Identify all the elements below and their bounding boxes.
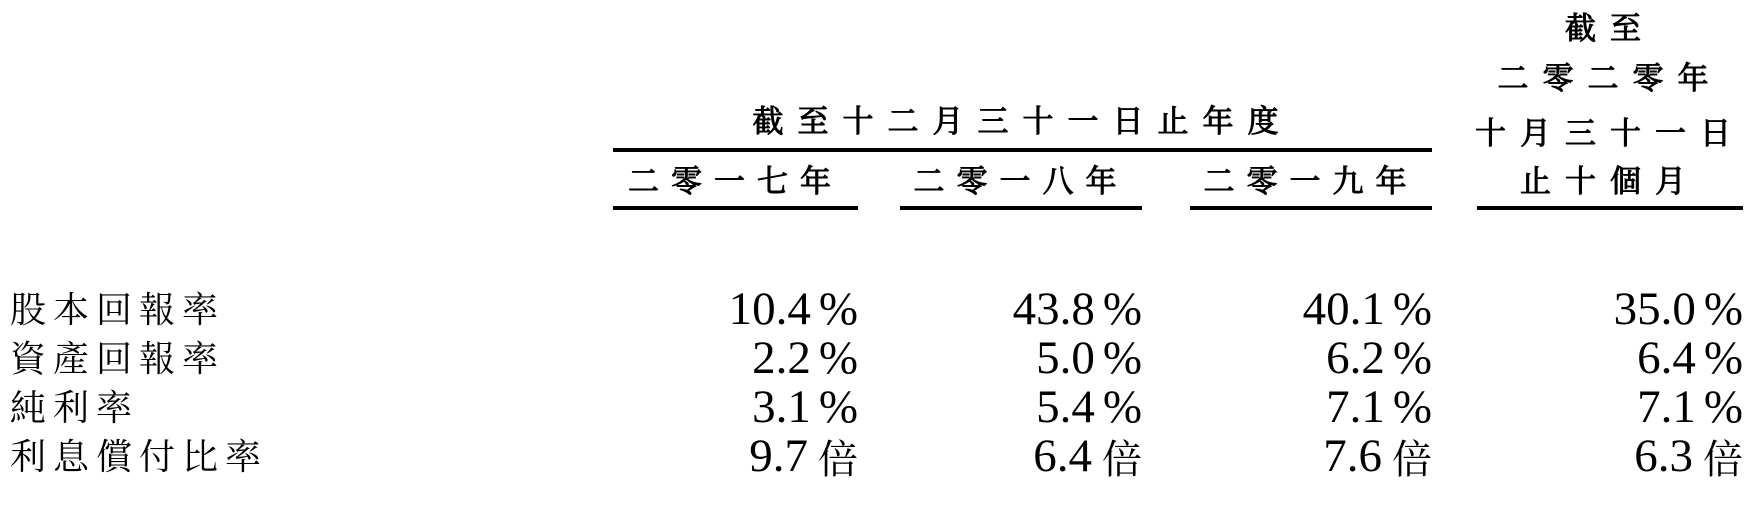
- value-icr-2018: [900, 430, 1142, 482]
- column-header-2018: 二零一八年: [900, 152, 1142, 210]
- row-label-return-on-equity: 股本回報率: [10, 289, 226, 330]
- value-unit: %: [1703, 381, 1743, 433]
- value-unit: %: [1102, 381, 1142, 433]
- value-number: 9.7: [749, 430, 808, 482]
- value-unit: %: [1102, 332, 1142, 384]
- column-header-2020-line3: 十月三十一日: [1475, 116, 1745, 152]
- value-number: 7.1: [1326, 381, 1385, 433]
- value-roa-2018: [900, 332, 1142, 384]
- value-number: 5.0: [1036, 332, 1095, 384]
- column-header-2020-line2: 二零二零年: [1497, 61, 1723, 97]
- value-number: 6.4: [1033, 430, 1092, 482]
- value-unit: %: [1392, 381, 1432, 433]
- value-unit: %: [1392, 332, 1432, 384]
- value-number: 2.2: [752, 332, 811, 384]
- value-icr-2020-10m: [1477, 430, 1743, 482]
- value-number: 5.4: [1036, 381, 1095, 433]
- value-npm-2017: [613, 381, 858, 433]
- value-number: 43.8: [1012, 283, 1095, 335]
- row-label-return-on-assets: 資產回報率: [10, 338, 226, 379]
- value-unit: 倍: [1392, 437, 1432, 482]
- row-label-interest-coverage-ratio: 利息償付比率: [10, 436, 269, 477]
- value-number: 40.1: [1302, 283, 1385, 335]
- value-npm-2020-10m: [1477, 381, 1743, 433]
- row-label-net-profit-margin: 純利率: [10, 387, 140, 428]
- financial-ratios-table: [0, 4, 1759, 482]
- value-icr-2017: [613, 430, 858, 482]
- value-roe-2017: [613, 283, 858, 335]
- value-unit: %: [1392, 283, 1432, 335]
- value-npm-2019: [1190, 381, 1432, 433]
- value-number: 6.3: [1634, 430, 1693, 482]
- value-roe-2019: [1190, 283, 1432, 335]
- value-unit: %: [1703, 283, 1743, 335]
- column-header-2020-line1: 截至: [1565, 11, 1655, 47]
- value-roe-2018: [900, 283, 1142, 335]
- value-unit: %: [1703, 332, 1743, 384]
- value-unit: 倍: [1703, 437, 1743, 482]
- value-unit: 倍: [818, 437, 858, 482]
- value-npm-2018: [900, 381, 1142, 433]
- value-roa-2020-10m: [1477, 332, 1743, 384]
- column-header-2019: 二零一九年: [1190, 152, 1432, 210]
- value-number: 6.4: [1637, 332, 1696, 384]
- value-number: 35.0: [1613, 283, 1696, 335]
- value-number: 7.6: [1323, 430, 1382, 482]
- value-number: 10.4: [728, 283, 811, 335]
- value-number: 3.1: [752, 381, 811, 433]
- value-unit: %: [818, 332, 858, 384]
- value-roa-2017: [613, 332, 858, 384]
- value-roa-2019: [1190, 332, 1432, 384]
- value-unit: %: [818, 381, 858, 433]
- column-header-2020-line4: 止十個月: [1477, 152, 1743, 210]
- period-group-header: 截至十二月三十一日止年度: [613, 100, 1432, 152]
- value-icr-2019: [1190, 430, 1432, 482]
- value-unit: 倍: [1102, 437, 1142, 482]
- value-number: 7.1: [1637, 381, 1696, 433]
- value-unit: %: [818, 283, 858, 335]
- value-unit: %: [1102, 283, 1142, 335]
- value-number: 6.2: [1326, 332, 1385, 384]
- value-roe-2020-10m: [1477, 283, 1743, 335]
- column-header-2017: 二零一七年: [613, 152, 858, 210]
